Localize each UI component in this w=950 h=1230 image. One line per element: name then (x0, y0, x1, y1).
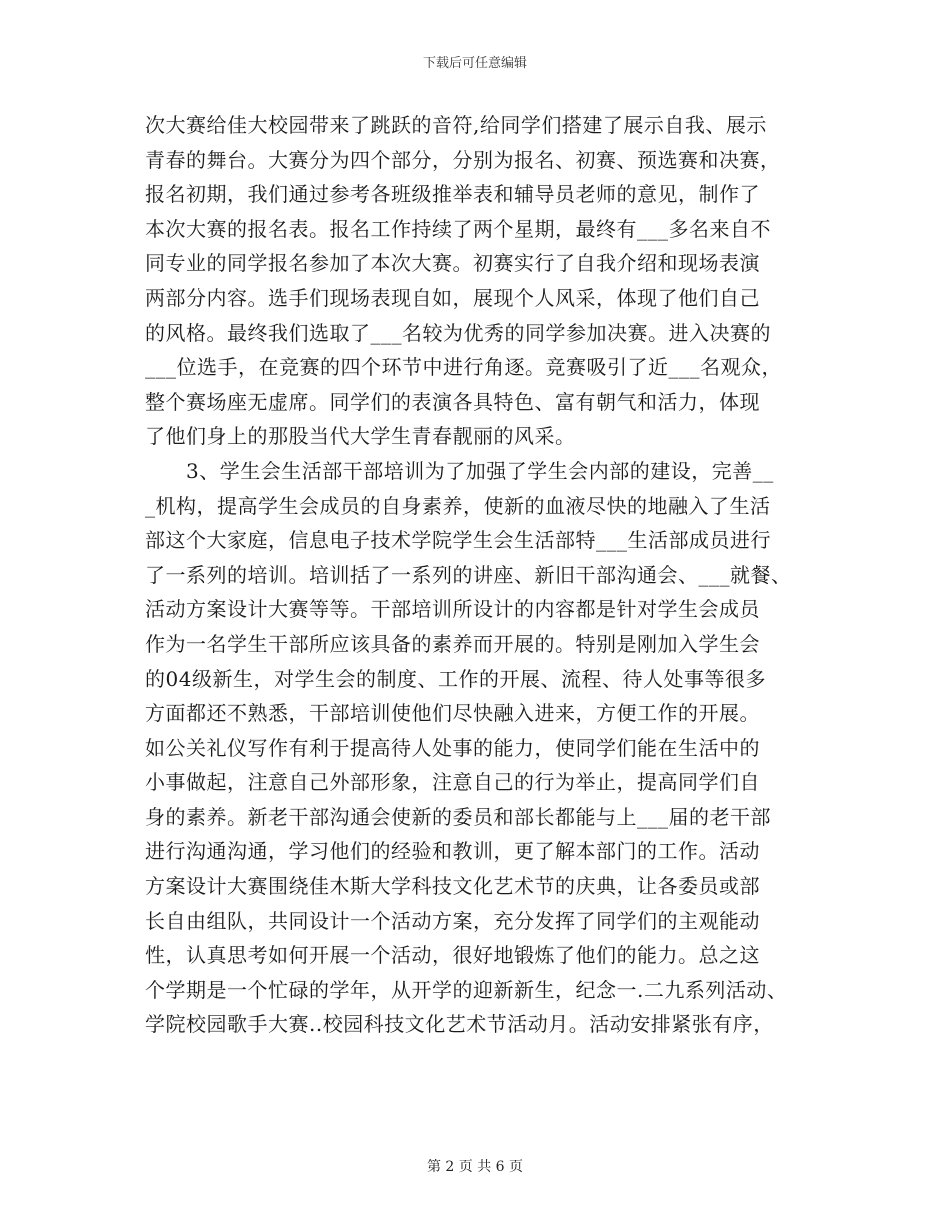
text-line: 个学期是一个忙碌的学年，从开学的迎新新生，纪念一.二九系列活动、 (145, 977, 788, 1002)
page-header-note: 下载后可任意编辑 (422, 56, 527, 71)
text-line: 报名初期，我们通过参考各班级推举表和辅导员老师的意见，制作了 (145, 182, 760, 207)
text-line: 3、学生会生活部干部培训为了加强了学生会内部的建设，完善__ (145, 458, 774, 483)
text-line: 两部分内容。选手们现场表现自如，展现个人风采，体现了他们自己 (145, 285, 760, 310)
text-line: 学院校园歌手大赛..校园科技文化艺术节活动月。活动安排紧张有序， (145, 1012, 774, 1037)
text-line: 如公关礼仪写作有利于提高待人处事的能力，使同学们能在生活中的 (145, 735, 760, 760)
text-line: 性，认真思考如何开展一个活动，很好地锻炼了他们的能力。总之这 (145, 943, 760, 968)
text-line: ___位选手，在竞赛的四个环节中进行角逐。竞赛吸引了近___名观众， (145, 355, 782, 380)
text-line: 身的素养。新老干部沟通会使新的委员和部长都能与上___届的老干部 (145, 804, 771, 829)
text-line: 小事做起，注意自己外部形象，注意自己的行为举止，提高同学们自 (145, 770, 760, 795)
text-line: 了他们身上的那股当代大学生青春靓丽的风采。 (145, 424, 576, 449)
text-line: 青春的舞台。大赛分为四个部分，分别为报名、初赛、预选赛和决赛， (145, 147, 781, 172)
text-line: _机构，提高学生会成员的自身素养，使新的血液尽快的地融入了生活 (145, 493, 771, 518)
document-body (145, 108, 825, 1042)
text-line: 方案设计大赛围绕佳木斯大学科技文化艺术节的庆典，让各委员或部 (145, 874, 760, 899)
text-line: 同专业的同学报名参加了本次大赛。初赛实行了自我介绍和现场表演 (145, 251, 760, 276)
text-line: 整个赛场座无虚席。同学们的表演各具特色、富有朝气和活力，体现 (145, 389, 760, 414)
text-line: 长自由组队，共同设计一个活动方案，充分发挥了同学们的主观能动 (145, 908, 760, 933)
text-line: 部这个大家庭，信息电子技术学院学生会生活部特___生活部成员进行 (145, 528, 771, 553)
text-line: 的04级新生，对学生会的制度、工作的开展、流程、待人处事等很多 (145, 666, 766, 691)
text-line: 活动方案设计大赛等等。干部培训所设计的内容都是针对学生会成员 (145, 597, 760, 622)
text-line: 的风格。最终我们选取了___名较为优秀的同学参加决赛。进入决赛的 (145, 320, 771, 345)
text-line: 本次大赛的报名表。报名工作持续了两个星期，最终有___多名来自不 (145, 216, 771, 241)
text-line: 次大赛给佳大校园带来了跳跃的音符,给同学们搭建了展示自我、展示 (145, 113, 767, 137)
text-line: 方面都还不熟悉，干部培训使他们尽快融入进来，方便工作的开展。 (145, 701, 760, 726)
page-number-footer: 第 2 页 共 6 页 (426, 1159, 524, 1175)
text-line: 进行沟通沟通，学习他们的经验和教训，更了解本部门的工作。活动 (145, 839, 760, 864)
text-line: 了一系列的培训。培训括了一系列的讲座、新旧干部沟通会、___就餐、 (145, 562, 792, 587)
text-line: 作为一名学生干部所应该具备的素养而开展的。特别是刚加入学生会 (145, 631, 760, 656)
